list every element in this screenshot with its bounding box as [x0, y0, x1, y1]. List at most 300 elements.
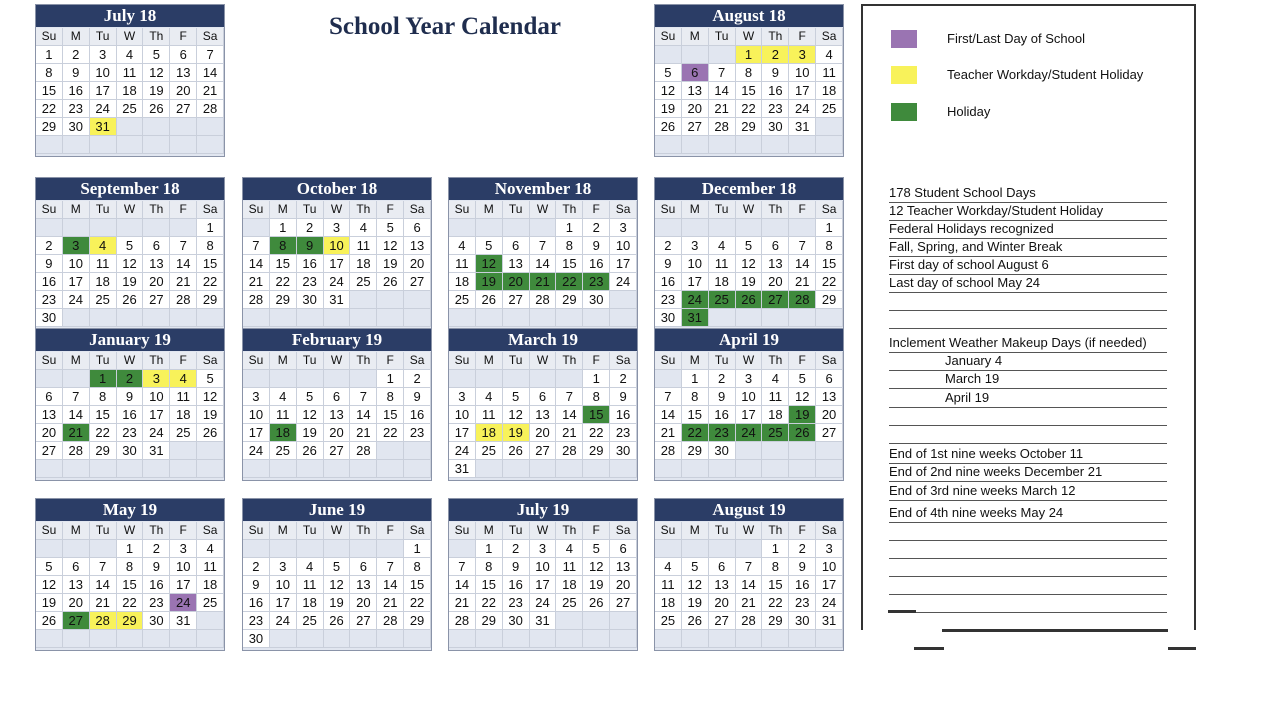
- empty-cell: [762, 219, 789, 237]
- day-cell: 29: [583, 442, 610, 460]
- day-cell: 16: [610, 406, 637, 424]
- day-cell: 18: [449, 273, 476, 291]
- day-cell: 18: [655, 594, 682, 612]
- weekday-label: M: [63, 201, 90, 219]
- empty-cell: [709, 309, 736, 327]
- day-cell: 14: [449, 576, 476, 594]
- day-cell: 13: [682, 82, 709, 100]
- day-cell: 1: [476, 540, 503, 558]
- note-summary: Fall, Spring, and Winter Break: [889, 238, 1167, 257]
- day-cell: 20: [682, 100, 709, 118]
- day-cell: 16: [655, 273, 682, 291]
- day-cell: 30: [583, 291, 610, 309]
- empty-cell: [655, 370, 682, 388]
- day-cell: 20: [350, 594, 377, 612]
- weekday-label: F: [170, 522, 197, 540]
- day-cell: 22: [404, 594, 431, 612]
- weekday-label: Su: [36, 28, 63, 46]
- divider: [889, 594, 1167, 595]
- empty-cell: [197, 630, 224, 648]
- month-header: July 18: [36, 5, 224, 27]
- day-cell: 25: [655, 612, 682, 630]
- weekday-label: Th: [143, 522, 170, 540]
- day-cell: 22: [377, 424, 404, 442]
- day-cell: 4: [270, 388, 297, 406]
- day-cell: 15: [816, 255, 843, 273]
- month-grid: [36, 352, 224, 478]
- day-cell: 23: [143, 594, 170, 612]
- day-cell: 17: [270, 594, 297, 612]
- empty-cell: [682, 630, 709, 648]
- day-cell: 24: [143, 424, 170, 442]
- empty-cell: [377, 442, 404, 460]
- weekday-label: Sa: [404, 201, 431, 219]
- empty-cell: [789, 442, 816, 460]
- day-cell: 20: [503, 273, 530, 291]
- day-cell: 1: [90, 370, 117, 388]
- day-cell: 3: [736, 370, 763, 388]
- day-cell: 14: [736, 576, 763, 594]
- day-cell: 28: [90, 612, 117, 630]
- day-cell: 28: [197, 100, 224, 118]
- month-grid: [655, 352, 843, 478]
- day-cell: 20: [170, 82, 197, 100]
- day-cell: 28: [377, 612, 404, 630]
- day-cell: 4: [297, 558, 324, 576]
- day-cell: 8: [90, 388, 117, 406]
- day-cell: 10: [682, 255, 709, 273]
- day-cell: 20: [36, 424, 63, 442]
- empty-cell: [816, 136, 843, 154]
- empty-cell: [709, 219, 736, 237]
- month-calendar: [242, 498, 432, 651]
- divider: [889, 443, 1167, 444]
- day-cell: 9: [143, 558, 170, 576]
- day-cell: 18: [816, 82, 843, 100]
- note-summary: First day of school August 6: [889, 256, 1167, 275]
- day-cell: 6: [503, 237, 530, 255]
- divider: [889, 425, 1167, 426]
- day-cell: 15: [197, 255, 224, 273]
- weekday-label: M: [682, 352, 709, 370]
- day-cell: 25: [297, 612, 324, 630]
- day-cell: 26: [583, 594, 610, 612]
- day-cell: 1: [583, 370, 610, 388]
- empty-cell: [63, 136, 90, 154]
- day-cell: 31: [530, 612, 557, 630]
- empty-cell: [682, 219, 709, 237]
- empty-cell: [350, 309, 377, 327]
- day-cell: 7: [736, 558, 763, 576]
- day-cell: 5: [197, 370, 224, 388]
- day-cell: 29: [816, 291, 843, 309]
- day-cell: 2: [243, 558, 270, 576]
- day-cell: 30: [789, 612, 816, 630]
- weekday-label: F: [377, 352, 404, 370]
- day-cell: 5: [36, 558, 63, 576]
- weekday-label: M: [682, 201, 709, 219]
- day-cell: 23: [789, 594, 816, 612]
- day-cell: 12: [324, 576, 351, 594]
- day-cell: 26: [789, 424, 816, 442]
- weekday-label: Sa: [197, 522, 224, 540]
- day-cell: 10: [143, 388, 170, 406]
- day-cell: 27: [143, 291, 170, 309]
- empty-cell: [90, 309, 117, 327]
- day-cell: 8: [36, 64, 63, 82]
- weekday-label: Su: [655, 28, 682, 46]
- empty-cell: [583, 309, 610, 327]
- legend-item-holiday: [891, 103, 1191, 123]
- weekday-label: Th: [143, 28, 170, 46]
- day-cell: 23: [655, 291, 682, 309]
- day-cell: 19: [583, 576, 610, 594]
- empty-cell: [117, 118, 144, 136]
- divider: [889, 612, 1167, 613]
- day-cell: 15: [90, 406, 117, 424]
- empty-cell: [682, 46, 709, 64]
- day-cell: 23: [503, 594, 530, 612]
- day-cell: 9: [503, 558, 530, 576]
- day-cell: 17: [243, 424, 270, 442]
- day-cell: 10: [610, 237, 637, 255]
- day-cell: 2: [117, 370, 144, 388]
- day-cell: 4: [816, 46, 843, 64]
- day-cell: 18: [556, 576, 583, 594]
- weekday-label: W: [117, 352, 144, 370]
- empty-cell: [270, 309, 297, 327]
- weekday-label: Th: [350, 522, 377, 540]
- empty-cell: [655, 136, 682, 154]
- day-cell: 28: [243, 291, 270, 309]
- day-cell: 18: [170, 406, 197, 424]
- empty-cell: [350, 460, 377, 478]
- weekday-label: W: [736, 522, 763, 540]
- day-cell: 10: [324, 237, 351, 255]
- weekday-label: Sa: [197, 201, 224, 219]
- empty-cell: [90, 460, 117, 478]
- day-cell: 14: [350, 406, 377, 424]
- weekday-label: Tu: [709, 352, 736, 370]
- weekday-label: Tu: [503, 201, 530, 219]
- day-cell: 28: [655, 442, 682, 460]
- weekday-label: Sa: [197, 352, 224, 370]
- empty-cell: [270, 370, 297, 388]
- day-cell: 2: [610, 370, 637, 388]
- day-cell: 7: [350, 388, 377, 406]
- empty-cell: [789, 460, 816, 478]
- empty-cell: [682, 460, 709, 478]
- empty-cell: [449, 540, 476, 558]
- weekday-label: Su: [36, 201, 63, 219]
- month-header: January 19: [36, 329, 224, 351]
- empty-cell: [197, 612, 224, 630]
- day-cell: 28: [709, 118, 736, 136]
- day-cell: 9: [63, 64, 90, 82]
- day-cell: 7: [709, 64, 736, 82]
- empty-cell: [117, 460, 144, 478]
- day-cell: 2: [36, 237, 63, 255]
- empty-cell: [762, 309, 789, 327]
- empty-cell: [377, 309, 404, 327]
- empty-cell: [324, 370, 351, 388]
- weekday-label: F: [377, 201, 404, 219]
- day-cell: 23: [762, 100, 789, 118]
- day-cell: 22: [117, 594, 144, 612]
- day-cell: 19: [297, 424, 324, 442]
- weekday-label: W: [117, 201, 144, 219]
- divider: [889, 540, 1167, 541]
- day-cell: 6: [404, 219, 431, 237]
- empty-cell: [170, 630, 197, 648]
- empty-cell: [530, 630, 557, 648]
- empty-cell: [170, 309, 197, 327]
- day-cell: 10: [816, 558, 843, 576]
- day-cell: 26: [143, 100, 170, 118]
- empty-cell: [789, 630, 816, 648]
- day-cell: 12: [583, 558, 610, 576]
- note-summary: Federal Holidays recognized: [889, 220, 1167, 239]
- day-cell: 31: [324, 291, 351, 309]
- day-cell: 19: [655, 100, 682, 118]
- legend-item-teacher: [891, 66, 1191, 86]
- day-cell: 16: [404, 406, 431, 424]
- legend-swatch-holiday: [891, 103, 917, 121]
- empty-cell: [610, 630, 637, 648]
- weekday-label: Th: [143, 352, 170, 370]
- day-cell: 11: [816, 64, 843, 82]
- month-header: October 18: [243, 178, 431, 200]
- empty-cell: [530, 460, 557, 478]
- day-cell: 29: [90, 442, 117, 460]
- day-cell: 11: [556, 558, 583, 576]
- day-cell: 23: [63, 100, 90, 118]
- day-cell: 17: [682, 273, 709, 291]
- day-cell: 23: [709, 424, 736, 442]
- day-cell: 6: [530, 388, 557, 406]
- empty-cell: [816, 630, 843, 648]
- empty-cell: [63, 309, 90, 327]
- day-cell: 13: [36, 406, 63, 424]
- day-cell: 19: [117, 273, 144, 291]
- month-grid: [449, 352, 637, 478]
- empty-cell: [404, 630, 431, 648]
- empty-cell: [556, 370, 583, 388]
- day-cell: 31: [170, 612, 197, 630]
- weekday-label: Tu: [90, 352, 117, 370]
- day-cell: 5: [583, 540, 610, 558]
- weekday-label: Th: [762, 352, 789, 370]
- empty-cell: [243, 219, 270, 237]
- weekday-label: F: [789, 201, 816, 219]
- day-cell: 3: [449, 388, 476, 406]
- day-cell: 16: [762, 82, 789, 100]
- empty-cell: [197, 136, 224, 154]
- day-cell: 12: [36, 576, 63, 594]
- weekday-label: W: [736, 201, 763, 219]
- empty-cell: [170, 118, 197, 136]
- month-grid: [36, 28, 224, 154]
- day-cell: 3: [170, 540, 197, 558]
- empty-cell: [610, 460, 637, 478]
- empty-cell: [170, 136, 197, 154]
- day-cell: 12: [682, 576, 709, 594]
- month-grid: [655, 201, 843, 327]
- day-cell: 26: [117, 291, 144, 309]
- day-cell: 15: [36, 82, 63, 100]
- weekday-label: F: [583, 201, 610, 219]
- empty-cell: [556, 460, 583, 478]
- month-calendar: [448, 328, 638, 481]
- day-cell: 24: [449, 442, 476, 460]
- day-cell: 29: [404, 612, 431, 630]
- legend-label: Holiday: [947, 104, 991, 119]
- day-cell: 28: [449, 612, 476, 630]
- empty-cell: [297, 460, 324, 478]
- empty-cell: [610, 612, 637, 630]
- month-calendar: [654, 4, 844, 157]
- day-cell: 22: [197, 273, 224, 291]
- weekday-label: Su: [243, 352, 270, 370]
- weekday-label: M: [476, 352, 503, 370]
- weekday-label: M: [270, 522, 297, 540]
- day-cell: 12: [377, 237, 404, 255]
- page-title: School Year Calendar: [329, 13, 561, 40]
- empty-cell: [170, 442, 197, 460]
- day-cell: 7: [655, 388, 682, 406]
- weekday-label: Tu: [503, 352, 530, 370]
- day-cell: 26: [377, 273, 404, 291]
- day-cell: 7: [63, 388, 90, 406]
- weekday-label: Th: [762, 201, 789, 219]
- weekday-label: M: [682, 28, 709, 46]
- month-grid: [36, 201, 224, 327]
- day-cell: 7: [243, 237, 270, 255]
- day-cell: 8: [816, 237, 843, 255]
- day-cell: 30: [709, 442, 736, 460]
- day-cell: 19: [143, 82, 170, 100]
- empty-cell: [36, 630, 63, 648]
- day-cell: 11: [117, 64, 144, 82]
- empty-cell: [170, 219, 197, 237]
- day-cell: 9: [117, 388, 144, 406]
- month-header: August 18: [655, 5, 843, 27]
- day-cell: 3: [610, 219, 637, 237]
- empty-cell: [476, 309, 503, 327]
- day-cell: 8: [583, 388, 610, 406]
- day-cell: 1: [736, 46, 763, 64]
- day-cell: 27: [530, 442, 557, 460]
- day-cell: 23: [36, 291, 63, 309]
- day-cell: 9: [610, 388, 637, 406]
- weekday-label: M: [270, 352, 297, 370]
- day-cell: 25: [762, 424, 789, 442]
- day-cell: 17: [789, 82, 816, 100]
- day-cell: 26: [324, 612, 351, 630]
- day-cell: 29: [117, 612, 144, 630]
- day-cell: 16: [297, 255, 324, 273]
- day-cell: 6: [324, 388, 351, 406]
- day-cell: 28: [63, 442, 90, 460]
- weekday-label: M: [682, 522, 709, 540]
- day-cell: 16: [503, 576, 530, 594]
- day-cell: 6: [63, 558, 90, 576]
- empty-cell: [583, 612, 610, 630]
- day-cell: 14: [556, 406, 583, 424]
- day-cell: 29: [762, 612, 789, 630]
- weekday-label: M: [476, 522, 503, 540]
- weekday-label: W: [736, 352, 763, 370]
- divider: [889, 310, 1167, 311]
- day-cell: 21: [243, 273, 270, 291]
- day-cell: 13: [63, 576, 90, 594]
- weekday-label: Su: [449, 522, 476, 540]
- day-cell: 24: [63, 291, 90, 309]
- day-cell: 24: [170, 594, 197, 612]
- day-cell: 21: [530, 273, 557, 291]
- day-cell: 9: [297, 237, 324, 255]
- day-cell: 31: [682, 309, 709, 327]
- day-cell: 14: [90, 576, 117, 594]
- day-cell: 2: [655, 237, 682, 255]
- day-cell: 21: [736, 594, 763, 612]
- weekday-label: W: [530, 522, 557, 540]
- day-cell: 8: [117, 558, 144, 576]
- day-cell: 27: [816, 424, 843, 442]
- legend-label: First/Last Day of School: [947, 31, 1085, 46]
- empty-cell: [530, 370, 557, 388]
- day-cell: 3: [143, 370, 170, 388]
- empty-cell: [736, 630, 763, 648]
- day-cell: 30: [143, 612, 170, 630]
- day-cell: 11: [297, 576, 324, 594]
- day-cell: 3: [63, 237, 90, 255]
- weekday-label: Th: [556, 201, 583, 219]
- day-cell: 6: [709, 558, 736, 576]
- divider: [889, 328, 1167, 329]
- day-cell: 9: [655, 255, 682, 273]
- day-cell: 25: [117, 100, 144, 118]
- day-cell: 19: [36, 594, 63, 612]
- weekday-label: F: [583, 352, 610, 370]
- nine-weeks: End of 2nd nine weeks December 21: [889, 463, 1167, 482]
- weekday-label: Tu: [297, 522, 324, 540]
- day-cell: 17: [170, 576, 197, 594]
- weekday-label: Sa: [610, 201, 637, 219]
- day-cell: 23: [583, 273, 610, 291]
- weekday-label: W: [530, 352, 557, 370]
- weekday-label: Su: [449, 201, 476, 219]
- weekday-label: Th: [143, 201, 170, 219]
- day-cell: 25: [556, 594, 583, 612]
- empty-cell: [583, 630, 610, 648]
- weekday-label: Su: [36, 522, 63, 540]
- day-cell: 14: [63, 406, 90, 424]
- day-cell: 30: [762, 118, 789, 136]
- month-calendar: [448, 498, 638, 651]
- empty-cell: [197, 309, 224, 327]
- empty-cell: [143, 118, 170, 136]
- day-cell: 5: [682, 558, 709, 576]
- day-cell: 20: [143, 273, 170, 291]
- day-cell: 22: [816, 273, 843, 291]
- empty-cell: [709, 46, 736, 64]
- day-cell: 30: [610, 442, 637, 460]
- day-cell: 4: [556, 540, 583, 558]
- day-cell: 21: [197, 82, 224, 100]
- empty-cell: [736, 540, 763, 558]
- weekday-label: Tu: [709, 522, 736, 540]
